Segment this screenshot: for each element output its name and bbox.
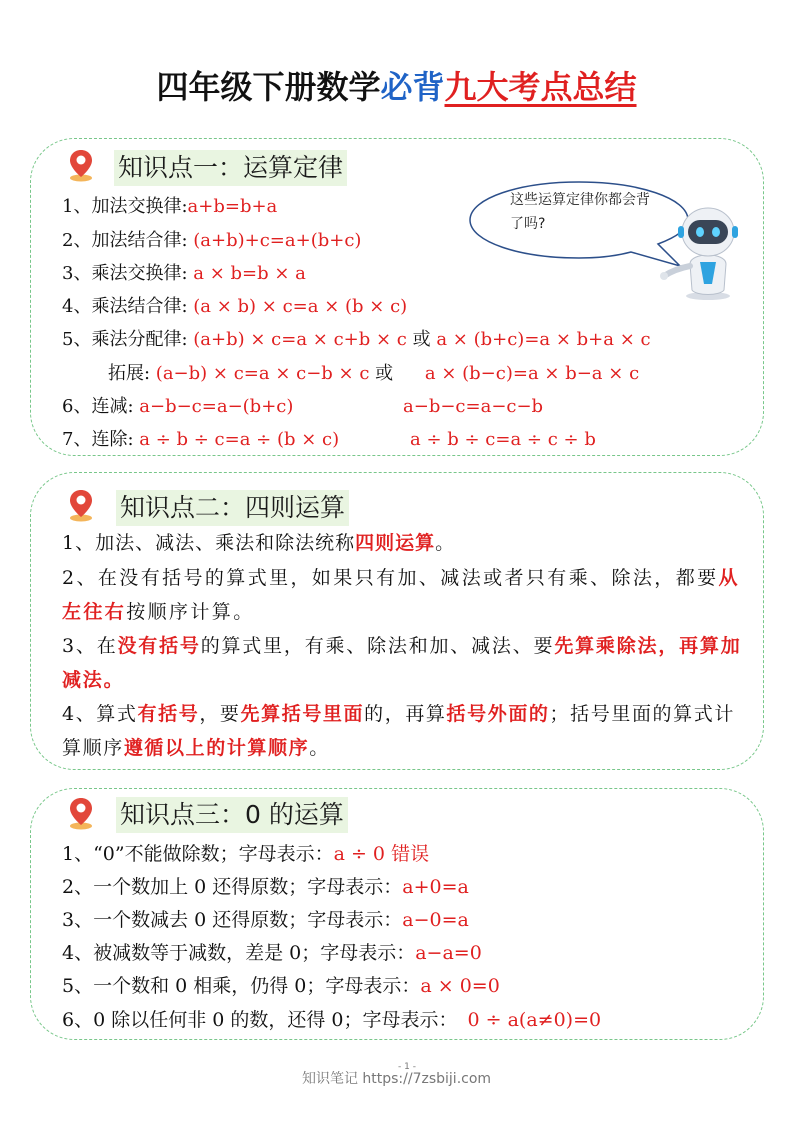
rule-multiplication-associative: 4、乘法结合律: (a × b) × c=a × (b × c) [62, 296, 408, 317]
paragraph-4: 4、算式有括号，要先算括号里面的，再算括号外面的；括号里面的算式计算顺序遵循以上的计算顺序。 [62, 703, 735, 759]
bubble-text: 这些运算定律你都会背了吗? [510, 192, 650, 232]
rule-extension: 拓展: (a−b) × c=a × c−b × c 或 a × (b−c)=a × b−a × c [108, 363, 640, 384]
rule-multiplication-commutative: 3、乘法交换律: a × b=b × a [62, 263, 306, 284]
zero-rule-3: 3、一个数减去 0 还得原数；字母表示：a−0=a [62, 909, 469, 931]
section-1-heading: 知识点一：运算定律 [114, 150, 347, 186]
rule-continuous-subtraction: 6、连减: a−b−c=a−(b+c) [62, 396, 294, 417]
rule-continuous-division-alt: a ÷ b ÷ c=a ÷ c ÷ b [410, 429, 596, 450]
section-3-heading: 知识点三：0 的运算 [116, 797, 348, 833]
title-red: 九大考点总结 [444, 68, 637, 106]
title-black: 四年级下册数学 [156, 68, 381, 106]
paragraph-3: 3、在没有括号的算式里，有乘、除法和加、减法、要先算乘除法，再算加减法。 [62, 635, 742, 691]
page-number: - 1 - [398, 1062, 416, 1072]
robot-icon [660, 202, 744, 302]
location-pin-icon [68, 488, 94, 522]
footer-text: 知识笔记 https://7zsbiji.com [301, 1071, 492, 1087]
speech-bubble [468, 178, 690, 268]
rule-continuous-division: 7、连除: a ÷ b ÷ c=a ÷ (b × c) [62, 429, 340, 450]
zero-rule-4: 4、被减数等于减数，差是 0；字母表示：a−a=0 [62, 942, 482, 964]
zero-rule-6: 6、0 除以任何非 0 的数，还得 0；字母表示： 0 ÷ a(a≠0)=0 [62, 1009, 602, 1031]
zero-rule-2: 2、一个数加上 0 还得原数；字母表示：a+0=a [62, 876, 469, 898]
page-title [0, 62, 793, 108]
title-blue: 必背 [380, 68, 445, 106]
zero-rule-1: 1、“0”不能做除数；字母表示：a ÷ 0 错误 [62, 843, 430, 865]
paragraph-2: 2、在没有括号的算式里，如果只有加、减法或者只有乘、除法，都要从左往右按顺序计算。 [62, 567, 740, 623]
location-pin-icon [68, 796, 94, 830]
rule-addition-commutative: 1、加法交换律:a+b=b+a [62, 196, 278, 217]
location-pin-icon [68, 148, 94, 182]
rule-distributive: 5、乘法分配律: (a+b) × c=a × c+b × c 或 a × (b+c)=a × b+a × c [62, 329, 651, 350]
zero-rule-5: 5、一个数和 0 相乘，仍得 0；字母表示：a × 0=0 [62, 975, 500, 997]
rule-addition-associative: 2、加法结合律: (a+b)+c=a+(b+c) [62, 230, 362, 251]
paragraph-1: 1、加法、减法、乘法和除法统称四则运算。 [62, 532, 456, 554]
rule-continuous-subtraction-alt: a−b−c=a−c−b [403, 396, 544, 417]
section-2-heading: 知识点二：四则运算 [116, 490, 349, 526]
